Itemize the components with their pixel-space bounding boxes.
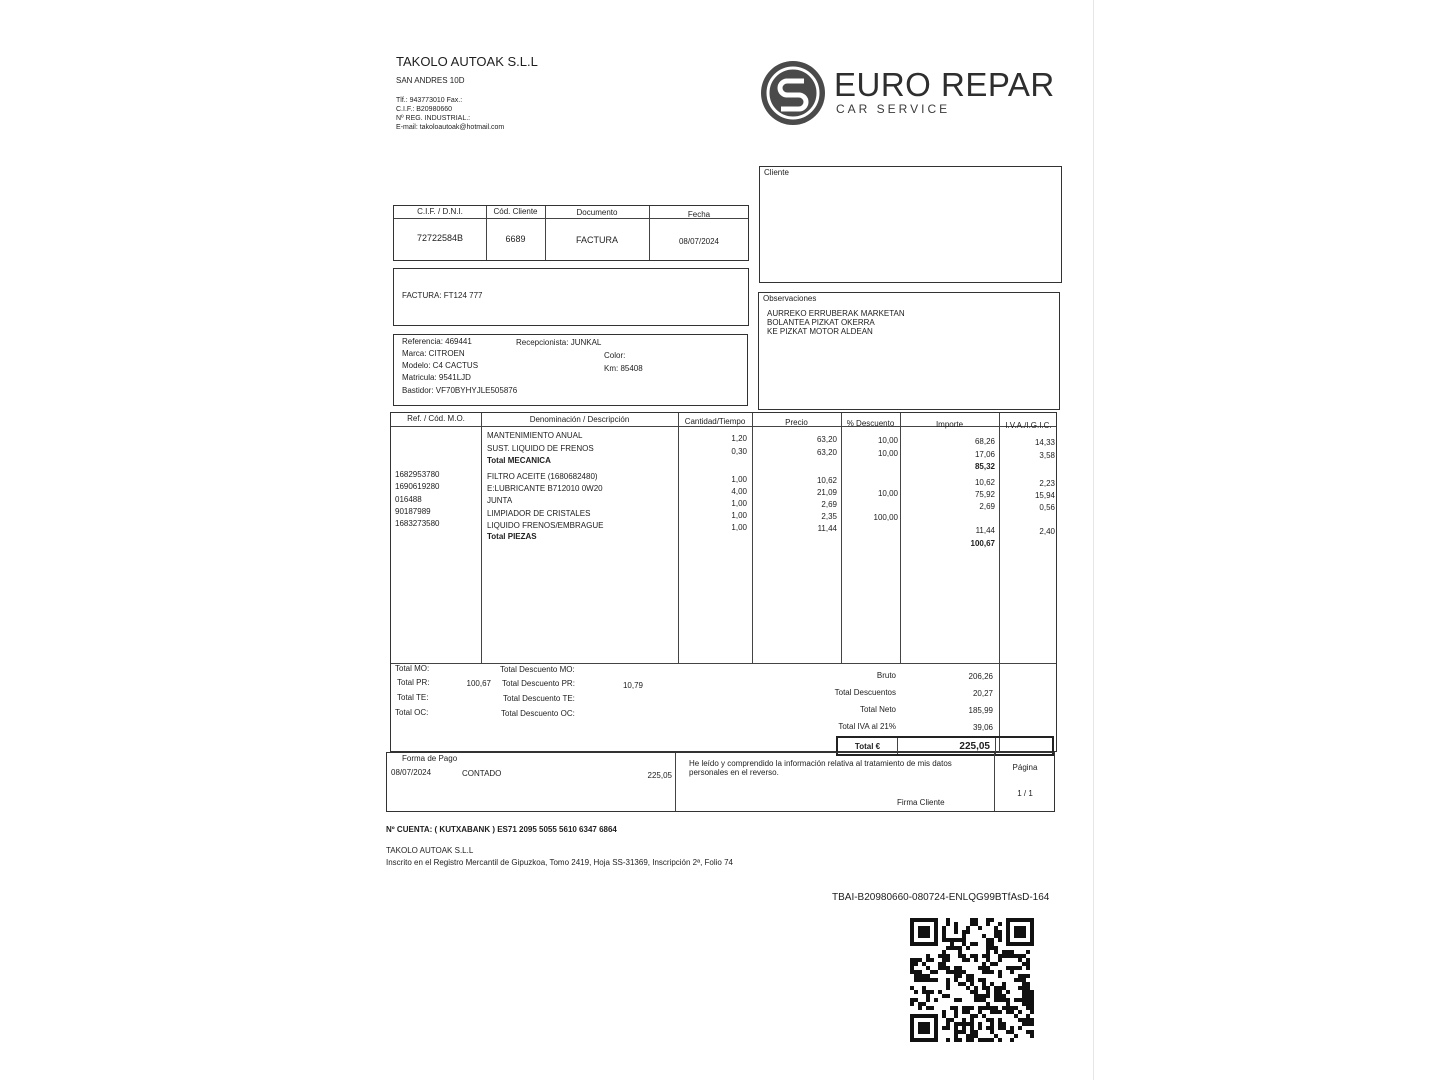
col-header-price: Precio xyxy=(785,418,808,427)
iva-value: 39,06 xyxy=(972,723,993,732)
row-iva: 2,40 xyxy=(1039,527,1055,536)
brand-subtitle: CAR SERVICE xyxy=(836,102,951,116)
row-desc: SUST. LIQUIDO DE FRENOS xyxy=(487,444,594,453)
page-value: 1 / 1 xyxy=(1017,789,1033,798)
qr-code xyxy=(910,918,1034,1047)
row-disc: 10,00 xyxy=(877,449,898,458)
row-amount: 75,92 xyxy=(974,490,995,499)
total-oc-label: Total OC: xyxy=(395,708,429,717)
brand-title: EURO REPAR xyxy=(834,66,1055,103)
row-price: 2,35 xyxy=(821,512,837,521)
observations-box xyxy=(758,292,1060,410)
vehicle-matricula: Matricula: 9541LJD xyxy=(402,373,471,382)
vehicle-recepcionista: Recepcionista: JUNKAL xyxy=(516,338,602,347)
vehicle-bastidor: Bastidor: VF70BYHYJLE505876 xyxy=(402,386,518,395)
row-ref: 1690619280 xyxy=(395,482,440,491)
row-amount: 11,44 xyxy=(975,526,995,535)
footer-registry: Inscrito en el Registro Mercantil de Gipuzkoa, Tomo 2419, Hoja SS-31369, Inscripción 2ª, Folio 74 xyxy=(386,858,733,867)
company-email: E-mail: takoloautoak@hotmail.com xyxy=(396,124,505,131)
row-amount: 10,62 xyxy=(974,478,995,487)
row-desc: E:LUBRICANTE B712010 0W20 xyxy=(487,484,603,493)
vehicle-color: Color: xyxy=(604,351,626,360)
vehicle-modelo: Modelo: C4 CACTUS xyxy=(402,361,479,370)
row-desc: FILTRO ACEITE (1680682480) xyxy=(487,472,598,481)
payment-date: 08/07/2024 xyxy=(391,768,432,777)
descuentos-value: 20,27 xyxy=(972,689,993,698)
invoice-number: FACTURA: FT124 777 xyxy=(402,291,483,300)
doc-header-table xyxy=(393,205,749,261)
row-iva: 14,33 xyxy=(1034,438,1055,447)
neto-value: 185,99 xyxy=(968,706,993,715)
col-header-desc: Denominación / Descripción xyxy=(529,415,630,424)
row-desc: LIQUIDO FRENOS/EMBRAGUE xyxy=(487,521,604,530)
row-price: 2,69 xyxy=(821,500,837,509)
privacy-notice: He leído y comprendido la información relativa al tratamiento de mis datos personales en el reverso. xyxy=(689,759,952,777)
total-desc-pr-value: 10,79 xyxy=(622,681,643,690)
total-desc-te-label: Total Descuento TE: xyxy=(503,694,575,703)
total-desc-oc-label: Total Descuento OC: xyxy=(501,709,575,718)
row-disc: 10,00 xyxy=(877,489,898,498)
row-amount: 17,06 xyxy=(974,450,995,459)
row-desc: MANTENIMIENTO ANUAL xyxy=(487,431,583,440)
col-header-disc: % Descuento xyxy=(846,419,895,428)
col-header-qty: Cantidad/Tiempo xyxy=(684,417,746,426)
grand-total-label: Total € xyxy=(854,742,881,751)
company-address: SAN ANDRES 10D xyxy=(396,76,465,85)
row-qty: 1,00 xyxy=(731,523,747,532)
payment-label: Forma de Pago xyxy=(402,754,458,763)
client-label: Cliente xyxy=(764,168,789,177)
invoice-number-box xyxy=(393,268,749,326)
row-iva: 15,94 xyxy=(1034,491,1055,500)
neto-label: Total Neto xyxy=(859,705,896,714)
row-ref: 016488 xyxy=(395,495,422,504)
row-desc: LIMPIADOR DE CRISTALES xyxy=(487,509,591,518)
company-name: TAKOLO AUTOAK S.L.L xyxy=(396,54,538,69)
footer-company: TAKOLO AUTOAK S.L.L xyxy=(386,846,474,855)
row-desc-total: Total PIEZAS xyxy=(487,532,537,541)
row-qty: 4,00 xyxy=(731,487,747,496)
tbai-code: TBAI-B20980660-080724-ENLQG99BTfAsD-164 xyxy=(832,892,1050,903)
header-document-value: FACTURA xyxy=(575,235,618,245)
row-iva: 2,23 xyxy=(1039,479,1055,488)
total-te-label: Total TE: xyxy=(397,693,429,702)
bruto-label: Bruto xyxy=(876,671,896,680)
row-price: 11,44 xyxy=(817,524,837,533)
observations-lines xyxy=(767,309,905,336)
row-amount: 2,69 xyxy=(979,502,995,511)
row-desc-total: Total MECANICA xyxy=(487,456,551,465)
header-document-label: Documento xyxy=(576,208,618,217)
vehicle-referencia: Referencia: 469441 xyxy=(402,337,472,346)
total-pr-label: Total PR: xyxy=(397,678,430,687)
total-desc-mo-label: Total Descuento MO: xyxy=(500,665,575,674)
row-qty: 1,00 xyxy=(731,475,747,484)
observation-line: BOLANTEA PIZKAT OKERRA xyxy=(767,318,875,327)
payment-amount: 225,05 xyxy=(647,771,672,780)
grand-total-value: 225,05 xyxy=(959,741,990,752)
row-price: 21,09 xyxy=(816,488,837,497)
col-header-amount: Importe xyxy=(935,420,964,429)
company-contact xyxy=(396,96,504,132)
qr-code-icon xyxy=(910,918,1034,1042)
row-disc: 10,00 xyxy=(877,436,898,445)
vehicle-km: Km: 85408 xyxy=(604,364,643,373)
row-desc: JUNTA xyxy=(487,496,513,505)
company-reg: Nº REG. INDUSTRIAL.: xyxy=(396,115,471,122)
row-qty: 1,00 xyxy=(731,499,747,508)
signature-label: Firma Cliente xyxy=(897,798,945,807)
row-qty: 1,00 xyxy=(731,511,747,520)
company-phone: Tlf.: 943773010 Fax.: xyxy=(396,97,463,104)
bank-account: Nº CUENTA: ( KUTXABANK ) ES71 2095 5055 5610 6347 6864 xyxy=(386,825,617,834)
header-date-label: Fecha xyxy=(687,210,711,219)
header-client-code-label: Cód. Cliente xyxy=(493,207,538,216)
vehicle-box xyxy=(393,334,748,406)
total-mo-label: Total MO: xyxy=(395,664,430,673)
row-iva: 0,56 xyxy=(1039,503,1055,512)
descuentos-label: Total Descuentos xyxy=(834,688,896,697)
row-ref: 90187989 xyxy=(395,507,431,516)
payment-method: CONTADO xyxy=(462,769,502,778)
observation-line: AURREKO ERRUBERAK MARKETAN xyxy=(767,309,905,318)
total-desc-pr-label: Total Descuento PR: xyxy=(502,679,575,688)
row-price: 63,20 xyxy=(816,435,837,444)
row-amount-total: 85,32 xyxy=(974,462,995,471)
iva-label: Total IVA al 21% xyxy=(838,722,896,731)
total-pr-value: 100,67 xyxy=(466,679,491,688)
row-disc: 100,00 xyxy=(873,513,898,522)
company-cif: C.I.F.: B20980660 xyxy=(396,106,453,113)
row-ref: 1682953780 xyxy=(395,470,440,479)
brand-logo xyxy=(760,60,826,131)
bruto-value: 206,26 xyxy=(968,672,993,681)
vehicle-marca: Marca: CITROEN xyxy=(402,349,465,358)
row-qty: 0,30 xyxy=(731,447,747,456)
payment-box xyxy=(386,752,1055,812)
page-label: Página xyxy=(1012,763,1038,772)
col-header-iva: I.V.A./I.G.I.C. xyxy=(1005,421,1052,430)
header-cif-value: 72722584B xyxy=(416,233,464,243)
header-client-code-value: 6689 xyxy=(505,234,526,244)
row-price: 63,20 xyxy=(816,448,837,457)
row-price: 10,62 xyxy=(816,476,837,485)
client-box xyxy=(759,166,1062,283)
euro-repar-logo-icon xyxy=(760,60,826,126)
page-edge xyxy=(1093,0,1094,1080)
col-header-ref: Ref. / Cód. M.O. xyxy=(407,414,465,423)
row-amount: 68,26 xyxy=(974,437,995,446)
items-table xyxy=(390,412,1057,752)
row-amount-total: 100,67 xyxy=(970,539,995,548)
header-cif-label: C.I.F. / D.N.I. xyxy=(417,207,463,216)
row-qty: 1,20 xyxy=(731,434,747,443)
observations-label: Observaciones xyxy=(763,294,817,303)
header-date-value: 08/07/2024 xyxy=(678,237,720,246)
row-iva: 3,58 xyxy=(1039,451,1055,460)
row-ref: 1683273580 xyxy=(395,519,440,528)
observation-line: KE PIZKAT MOTOR ALDEAN xyxy=(767,327,873,336)
